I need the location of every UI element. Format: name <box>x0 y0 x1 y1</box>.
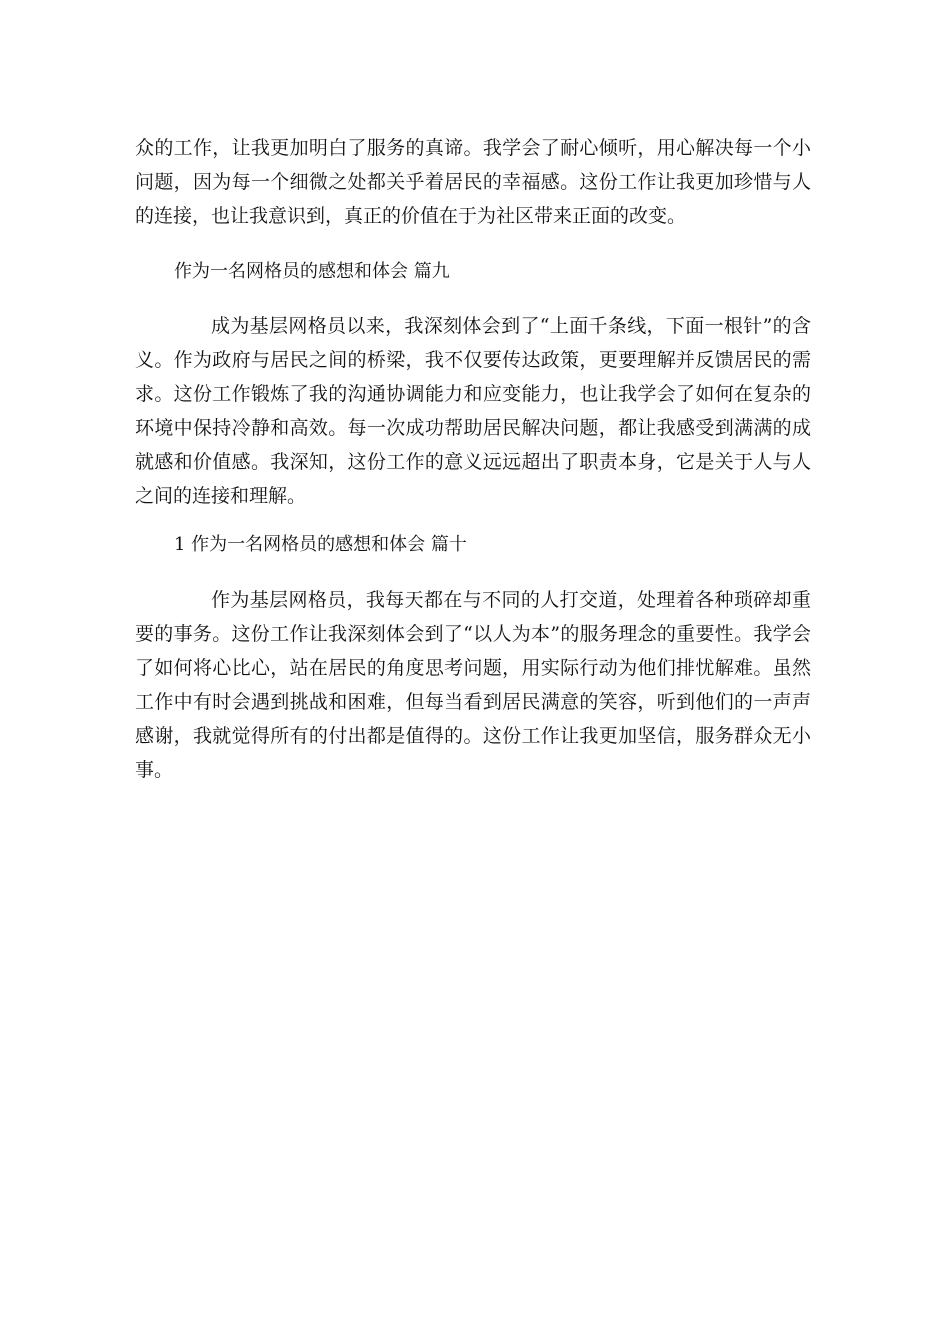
section-paragraph-nine: 成为基层网格员以来，我深刻体会到了“上面千条线，下面一根针”的含义。作为政府与居民之间的桥梁，我不仅要传达政策，更要理解并反馈居民的需求。这份工作锻炼了我的沟通协调能力和应变能力，也让我学会了如何在复杂的环境中保持冷静和高效。每一次成功帮助居民解决问题，都让我感受到满满的成就感和价值感。我深知，这份工作的意义远远超出了职责本身，它是关于人与人之间的连接和理解。 <box>135 315 811 507</box>
continuation-paragraph: 众的工作，让我更加明白了服务的真谛。我学会了耐心倾听，用心解决每一个小问题，因为每一个细微之处都关乎着居民的幸福感。这份工作让我更加珍惜与人的连接，也让我意识到，真正的价值在于为社区带来正面的改变。 <box>135 137 811 227</box>
section-paragraph-ten: 作为基层网格员，我每天都在与不同的人打交道，处理着各种琐碎却重要的事务。这份工作让我深刻体会到了“以人为本”的服务理念的重要性。我学会了如何将心比心，站在居民的角度思考问题，用实际行动为他们排忧解难。虽然工作中有时会遇到挑战和困难，但每当看到居民满意的笑容，听到他们的一声声感谢，我就觉得所有的付出都是值得的。这份工作让我更加坚信，服务群众无小事。 <box>135 589 811 781</box>
section-heading-nine: 作为一名网格员的感想和体会 篇九 <box>174 261 450 282</box>
section-heading-ten: 1 作为一名网格员的感想和体会 篇十 <box>174 534 467 555</box>
